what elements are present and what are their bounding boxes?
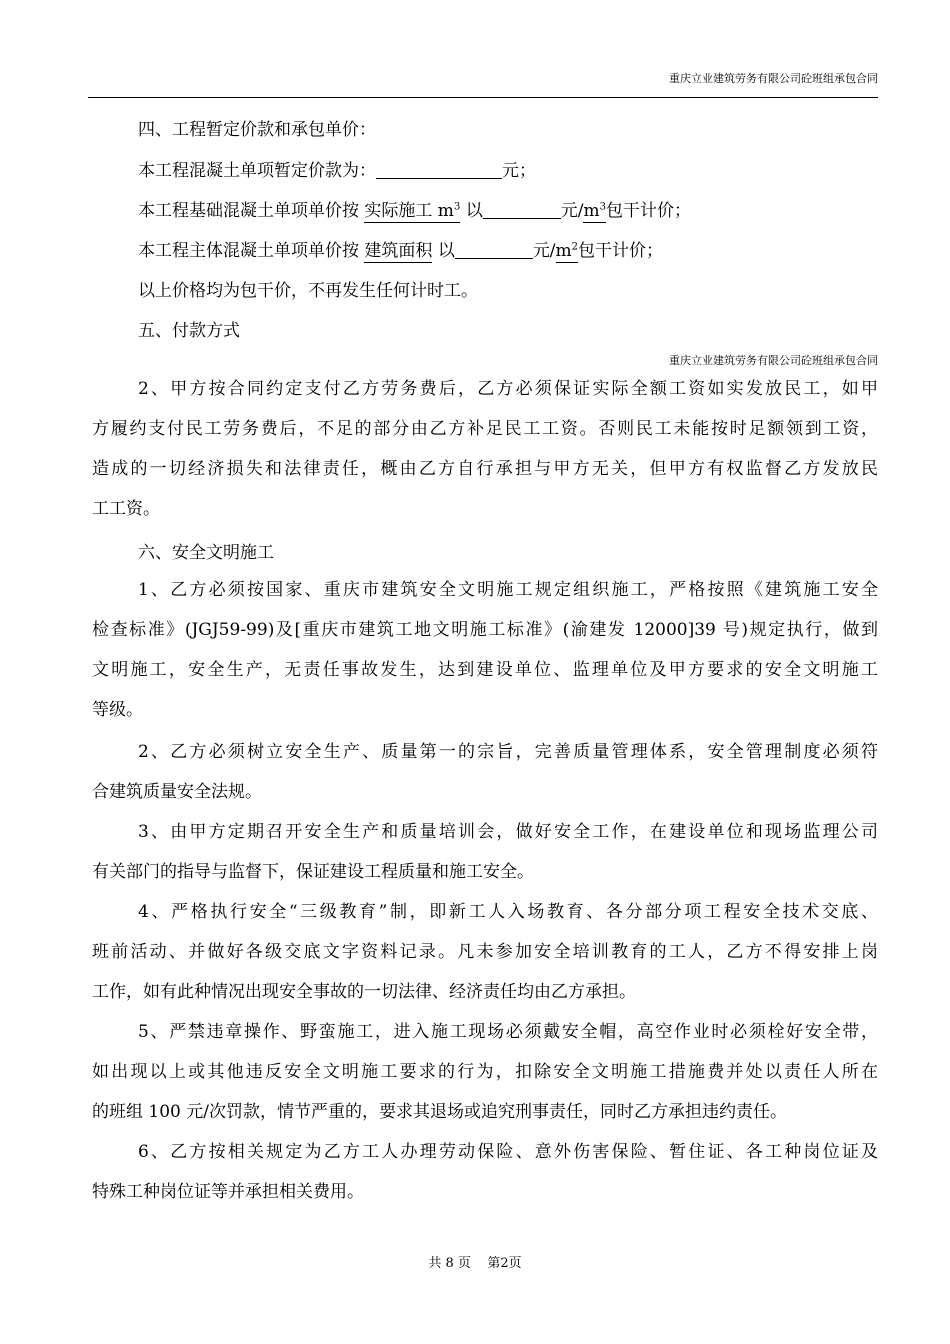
total-pages: 共 8 页 [428,1256,471,1271]
foundation-unit-price-blank [483,200,561,219]
page-header: 重庆立业建筑劳务有限公司砼班组承包合同 [669,72,878,85]
price-blank-field [376,160,502,179]
section4-note: 以上价格均为包干价，不再发生任何计时工。 [138,281,478,301]
section4-line2 [138,196,691,223]
section6-para1: 1、乙方必须按国家、重庆市建筑安全文明施工规定组织施工，严格按照《建筑施工安全 检查标准》(JGJ59-99)及[重庆市建筑工地文明施工标准》(渝建发 12000]39 号)规定执行，做到 文明施工，安全生产，无责任事故发生，达到建设单位、监理单位及甲方要求的安全文明施工 等级。 [92,580,878,720]
line2-unit-m3: $m^3$ [583,201,606,223]
line2-prefix: 本工程基础混凝土单项单价按 [138,201,359,221]
line3-unit-m2: $m^2$ [556,241,579,263]
repeated-page-header: 重庆立业建筑劳务有限公司砼班组承包合同 [669,354,878,367]
line2-basis: 实际施工 $m^3$ [364,201,460,223]
section6-title: 六、安全文明施工 [138,543,274,563]
section6-para4: 4、严格执行安全“三级教育”制，即新工人入场教育、各分部分项工程安全技术交底、 班前活动、并做好各级交底文字资料记录。凡未参加安全培训教育的工人，乙方不得安排上岗 工作，如有此种情况出现安全事故的一切法律、经济责任均由乙方承担。 [92,902,878,1002]
line1-prefix: 本工程混凝土单项暂定价款为： [138,161,376,181]
line3-unit: 元/ [532,241,556,261]
line3-suffix: 包干计价； [578,241,664,261]
line2-mid: 以 [465,201,483,221]
line3-mid: 以 [437,241,455,261]
section6-para5: 5、严禁违章操作、野蛮施工，进入施工现场必须戴安全帽，高空作业时必须栓好安全带， 如出现以上或其他违反安全文明施工要求的行为，扣除安全文明施工措施费并处以责任人所在 的班组 100 元/次罚款，情节严重的，要求其退场或追究刑事责任，同时乙方承担违约责任。 [92,1022,878,1122]
structure-unit-price-blank [455,240,533,259]
section6-para3: 3、由甲方定期召开安全生产和质量培训会，做好安全工作，在建设单位和现场监理公司 有关部门的指导与监督下，保证建设工程质量和施工安全。 [92,822,878,882]
section5-title: 五、付款方式 [138,321,240,341]
section5-para2: 2、甲方按合同约定支付乙方劳务费后，乙方必须保证实际全额工资如实发放民工，如甲 方履约支付民工劳务费后，不足的部分由乙方补足民工工资。否则民工未能按时足额领到工资， 造成的一切经济损失和法律责任，概由乙方自行承担与甲方无关，但甲方有权监督乙方发放民 工工资。 [92,379,878,519]
line2-unit: 元/ [560,201,584,221]
line2-suffix: 包干计价； [605,201,691,221]
page-footer [0,1252,950,1271]
line3-prefix: 本工程主体混凝土单项单价按 [138,241,359,261]
line3-basis: 建筑面积 [364,241,432,263]
current-page: 第2页 [487,1256,522,1271]
section6-para6: 6、乙方按相关规定为乙方工人办理劳动保险、意外伤害保险、暂住证、各工种岗位证及 特殊工种岗位证等并承担相关费用。 [92,1142,878,1202]
section6-para2: 2、乙方必须树立安全生产、质量第一的宗旨，完善质量管理体系，安全管理制度必须符 合建筑质量安全法规。 [92,742,878,802]
section4-line3 [138,236,663,263]
section4-title: 四、工程暂定价款和承包单价： [138,120,376,140]
section4-line1 [138,156,536,181]
header-divider [88,97,878,98]
line1-suffix: 元； [502,161,536,181]
